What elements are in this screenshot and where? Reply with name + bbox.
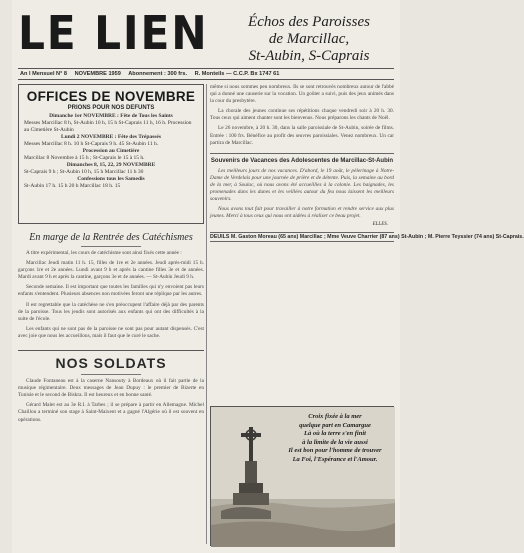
postal-account: R. Monteils — C.C.P. Bx 1747 61 — [194, 71, 280, 77]
masthead — [18, 8, 394, 66]
cross-photo — [210, 406, 394, 546]
offices-title: OFFICES DE NOVEMBRE — [26, 89, 196, 104]
offices-line: Messes Marcillac 8 h. 10 h St-Caprais 9 h. 45 St-Aubin 11 h. — [24, 141, 159, 147]
catechismes-paragraph: Seconde semaine. Il est important que toutes les familles qui n'y envoient pas leurs enfants s'entendent. Plusieurs absences non motivées feront une réplique par les autres. — [18, 284, 204, 298]
caption-line: Croix fixée à la mer — [308, 413, 362, 420]
left-column — [18, 84, 204, 549]
catechismes-title: En marge de la Rentrée des Catéchismes — [29, 232, 193, 243]
offices-box — [18, 84, 204, 224]
caption-line: à la limite de la vie aussi — [302, 438, 368, 446]
subtitle-line: St-Aubin, S-Caprais — [248, 48, 370, 64]
issue-date: NOVEMBRE 1959 — [74, 71, 121, 77]
caption-line: quelque part en Camargue — [299, 421, 371, 429]
soldats-title: NOS SOLDATS — [55, 355, 167, 372]
title-rule — [81, 374, 141, 375]
caption-line: Il est bon pour l'homme de trouver — [288, 447, 382, 454]
right-column — [210, 84, 524, 549]
souvenirs-paragraph: Nous avons tout fait pour travailler à notre formation et rendre service aux plus jeunes. Merci à tous ceux qui nous ont aidées à réaliser ce beau projet. — [210, 206, 394, 220]
newspaper-subtitle — [224, 14, 394, 65]
deuils-line — [210, 232, 524, 242]
newspaper-title: LE LIEN — [18, 6, 209, 60]
souvenirs-signature: ELLES. — [372, 222, 388, 228]
continued-paragraph: même si nous sommes peu nombreux. Ils se sont retrouvés nombreux autour de l'abbé qui a donné une causerie sur la vocation. Un goûter a suivi, puis des jeux animés dans la cour du presbytère. — [210, 84, 394, 105]
subtitle-line: de Marcillac, — [268, 31, 350, 47]
title-rule — [81, 246, 141, 247]
issue-info-bar — [18, 68, 394, 80]
offices-line: Dimanche 1er NOVEMBRE : Fête de Tous les Saints — [49, 113, 173, 119]
soldats-paragraph: Gérard Malet est au 3e R.I. à Tarbes ; il se prépare à partir en Allemagne. Michel Chaillou a terminé son stage à Saint-Maixent et a gagné l'Algérie où il est souvent en opérations. — [18, 402, 204, 423]
photo-caption — [281, 413, 389, 464]
subscription-price: Abonnement : 300 frs. — [128, 71, 187, 77]
caption-line: La Foi, l'Espérance et l'Amour. — [292, 455, 378, 463]
offices-subhead: PRIONS POUR NOS DEFUNTS — [67, 105, 155, 111]
column-divider — [206, 84, 207, 544]
continued-paragraph: Le 26 novembre, à 20 h. 30, dans la salle paroissiale de St-Aubin, soirée de films. Entrée : 100 frs. Bénéfice au profit des œuvres paroissiales. Venez nombreux. Un car partira de Marcillac. — [210, 125, 394, 146]
issue-number: An I Mensuel N° 8 — [20, 71, 67, 77]
offices-line: St-Aubin 17 h. 15 h 20 h Marcillac 18 h. 15 — [24, 183, 121, 189]
subtitle-line: Échos des Paroisses — [248, 14, 370, 30]
offices-line: Procession au Cimetière — [82, 148, 140, 154]
offices-line: Dimanches 8, 15, 22, 29 NOVEMBRE — [66, 162, 156, 168]
continued-paragraph: La chorale des jeunes continue ses répétitions chaque vendredi soir à 20 h. 30. Tous ceux qui aiment chanter sont les bienvenus. Nous préparons les chants de Noël. — [210, 108, 394, 122]
deuils-text: M. Gaston Moreau (65 ans) Marcillac ; Mme Veuve Charrier (87 ans) St-Aubin ; M. Pierre Teyssier (74 ans) St-Caprais. — [230, 234, 524, 241]
caption-line: Là où la terre s'en finit — [304, 430, 366, 437]
souvenirs-title: Souvenirs de Vacances des Adolescentes de Marcillac-St-Aubin — [210, 153, 394, 165]
offices-line: Lundi 2 NOVEMBRE : Fête des Trépassés — [60, 134, 162, 140]
soldats-section — [18, 350, 204, 424]
soldats-paragraph: Claude Fontaneau est à la caserne Nansouty à Bordeaux où il fait partie de la musique régimentaire. Deux messages de Jean Dupuy : le premier de Bizerte en Tunisie et le second de Biskra. Il est heureux et en bonne santé. — [18, 378, 204, 399]
souvenirs-paragraph: Les meilleurs jours de nos vacances. D'abord, le 19 août, le pèlerinage à Notre-Dame de Verdelais pour une journée de prière et de détente. Puis, la semaine au bord de la mer, à Soulac, où nous avons été accueillies à la colonie. Les baignades, les promenades dans les dunes et les veillées autour du feu nous laissent les meilleurs souvenirs. — [210, 167, 394, 203]
catechismes-paragraph: A titre expérimental, les cours de catéchisme sont ainsi fixés cette année : — [26, 250, 182, 256]
offices-line: Marcillac 8 Novembre à 15 h ; St-Caprais le 15 à 15 h. — [24, 155, 145, 161]
catechismes-paragraph: Les enfants qui ne sont pas de la paroisse ne sont pas pour autant dispensés. C'est avec joie que nous les accueillons, mais il faut que le curé le sache. — [18, 325, 204, 339]
offices-line: Confessions tous les Samedis — [77, 176, 145, 182]
offices-line: Messes Marcillac 8 h, St-Aubin 10 h, 15 h St-Caprais 11 h, 16 h. Procession au Cimetière St-Aubin — [24, 120, 192, 133]
offices-line: St-Caprais 9 h ; St-Aubin 10 h, 15 h Marcillac 11 h 30 — [24, 169, 144, 175]
catechismes-paragraph: Marcillac Jeudi matin 11 h. 15, filles de 1re et 2e années. Jeudi après-midi 15 h. garçons 1re et 2e années. Lundi avant 9 h et après la cantine filles 3e et 4e années. Mardi avant 9 h et après la cantine, garçons 3e et 4e années. — St-Aubin Jeudi 9 h. — [18, 260, 204, 281]
deuils-label: DEUILS — [210, 234, 230, 241]
catechismes-paragraph: Il est regrettable que la catéchèse ne s'en préoccupent l'affaire déjà par des parents de la paroisse. Tous les jeudis sont autorisés aux enfants qui ont des difficultés à la suite de l'école. — [18, 301, 204, 322]
newspaper-page — [12, 0, 524, 553]
